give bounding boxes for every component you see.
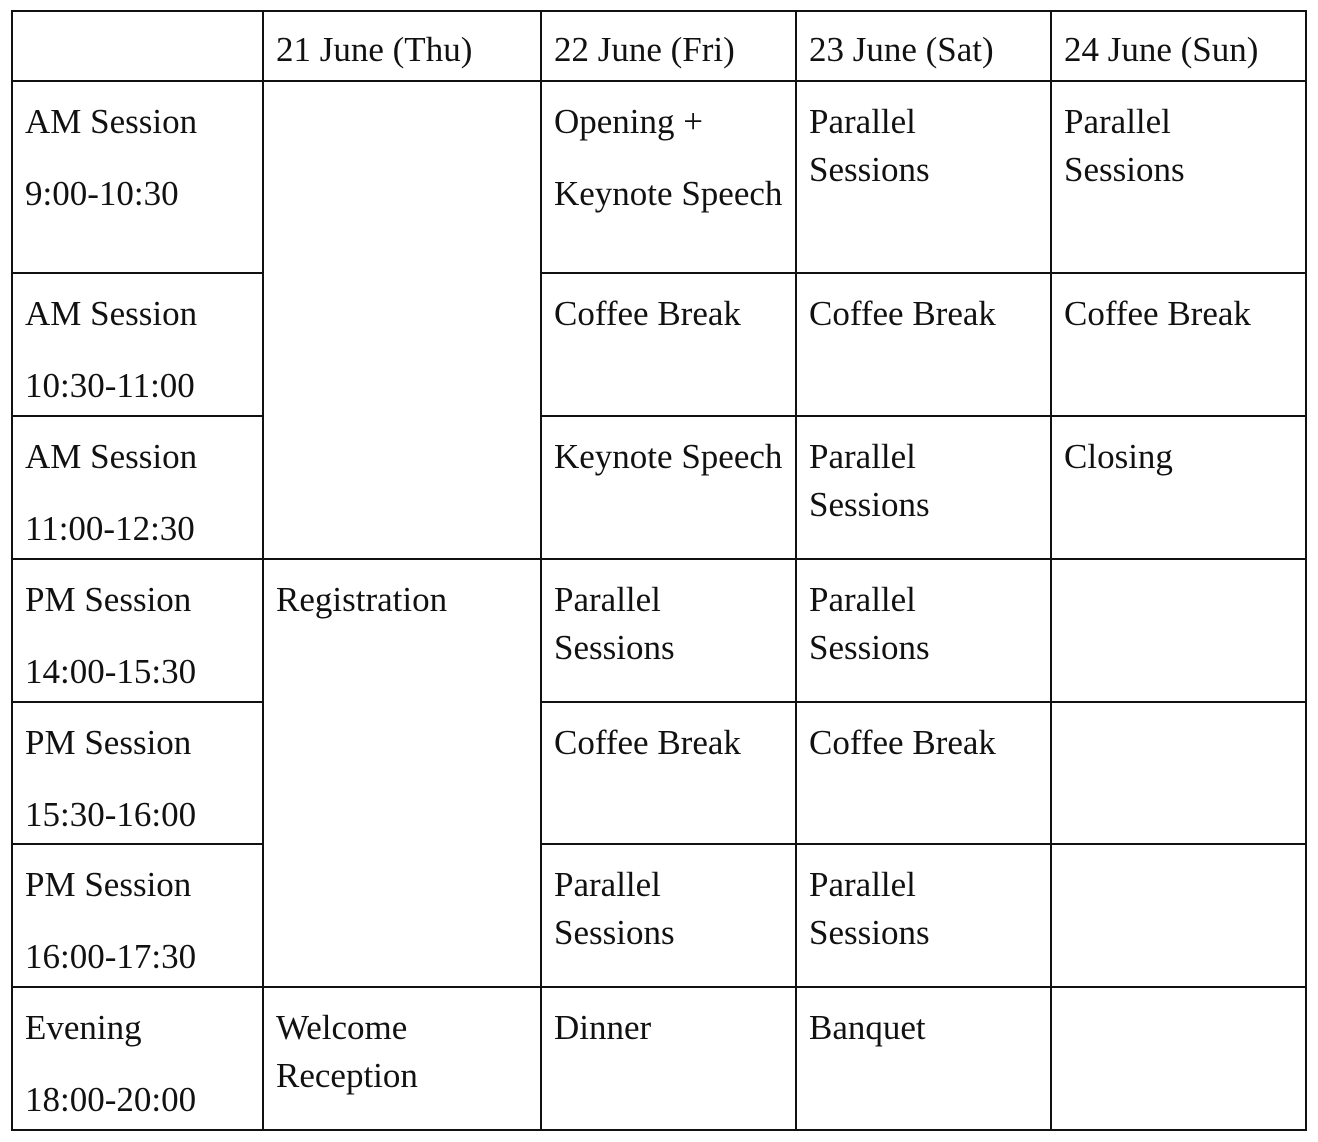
slot-time: 15:30-16:00: [25, 795, 197, 834]
table-row: [12, 987, 1306, 1130]
slot-time: 18:00-20:00: [25, 1080, 197, 1119]
table-row: [12, 702, 1306, 844]
table-row: [12, 559, 1306, 702]
opening-label: Opening +: [554, 102, 704, 141]
slot-name: PM Session: [25, 865, 192, 904]
sun-pm2-cell: [1051, 844, 1306, 987]
fri-am2-cell: Keynote Speech: [541, 416, 796, 559]
slot-name: PM Session: [25, 723, 192, 762]
sat-evening-cell: Banquet: [796, 987, 1051, 1130]
schedule-table: [11, 10, 1307, 1131]
sat-am1-cell: Parallel Sessions: [796, 81, 1051, 273]
slot-name: PM Session: [25, 580, 192, 619]
slot-name: AM Session: [25, 102, 198, 141]
keynote-label: Keynote Speech: [554, 174, 783, 213]
slot-name: AM Session: [25, 437, 198, 476]
slot-cell: [12, 416, 263, 559]
corner-cell: [12, 11, 263, 81]
table-row: [12, 81, 1306, 273]
day-header-sat: 23 June (Sat): [796, 11, 1051, 81]
slot-cell: [12, 273, 263, 416]
sun-pm-break-cell: [1051, 702, 1306, 844]
sun-am1-cell: Parallel Sessions: [1051, 81, 1306, 273]
sat-pm1-cell: Parallel Sessions: [796, 559, 1051, 702]
table-row: [12, 273, 1306, 416]
thu-evening-cell: Welcome Reception: [263, 987, 541, 1130]
slot-cell: [12, 987, 263, 1130]
sun-evening-cell: [1051, 987, 1306, 1130]
sat-am-break-cell: Coffee Break: [796, 273, 1051, 416]
fri-pm-break-cell: Coffee Break: [541, 702, 796, 844]
thu-am-block: [263, 81, 541, 559]
day-header-thu: 21 June (Thu): [263, 11, 541, 81]
fri-pm2-cell: Parallel Sessions: [541, 844, 796, 987]
sun-am-break-cell: Coffee Break: [1051, 273, 1306, 416]
sat-am2-cell: Parallel Sessions: [796, 416, 1051, 559]
slot-time: 11:00-12:30: [25, 509, 195, 548]
sat-pm-break-cell: Coffee Break: [796, 702, 1051, 844]
fri-pm1-cell: Parallel Sessions: [541, 559, 796, 702]
fri-evening-cell: Dinner: [541, 987, 796, 1130]
slot-name: AM Session: [25, 294, 198, 333]
slot-time: 9:00-10:30: [25, 174, 179, 213]
slot-cell: [12, 844, 263, 987]
table-row: [12, 416, 1306, 559]
slot-cell: [12, 702, 263, 844]
slot-name: Evening: [25, 1008, 142, 1047]
header-row: [12, 11, 1306, 81]
day-header-fri: 22 June (Fri): [541, 11, 796, 81]
fri-am-break-cell: Coffee Break: [541, 273, 796, 416]
sat-pm2-cell: Parallel Sessions: [796, 844, 1051, 987]
fri-am1-cell: [541, 81, 796, 273]
sun-am2-cell: Closing: [1051, 416, 1306, 559]
day-header-sun: 24 June (Sun): [1051, 11, 1306, 81]
table-row: [12, 844, 1306, 987]
sun-pm1-cell: [1051, 559, 1306, 702]
slot-cell: [12, 559, 263, 702]
slot-time: 16:00-17:30: [25, 937, 197, 976]
slot-cell: [12, 81, 263, 273]
slot-time: 14:00-15:30: [25, 652, 197, 691]
thu-pm-block: Registration: [263, 559, 541, 987]
slot-time: 10:30-11:00: [25, 366, 195, 405]
